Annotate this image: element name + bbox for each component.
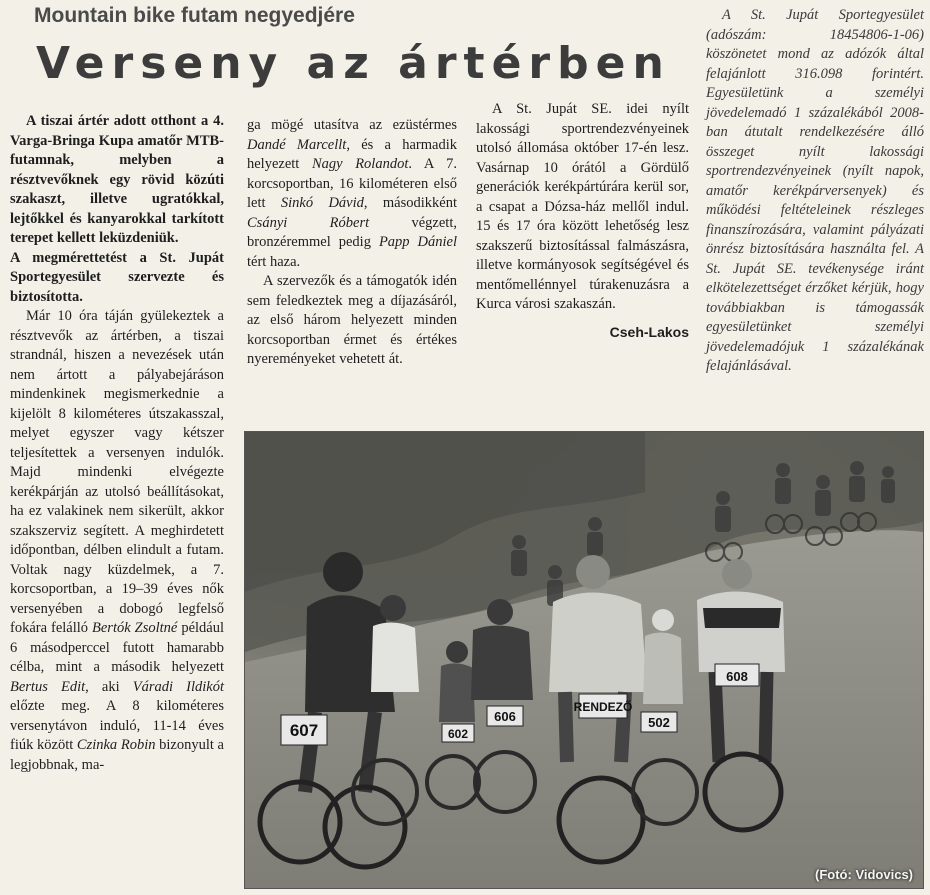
article-column-2 <box>247 116 457 370</box>
sidebar-notice <box>706 6 924 377</box>
bib-number: 602 <box>447 727 469 741</box>
person-name: Bertus Edit <box>10 678 86 695</box>
cyclists-illustration <box>245 432 923 888</box>
person-name: Nagy Rolandot <box>311 156 409 172</box>
bib-number: 606 <box>494 709 516 724</box>
bib-number: RENDEZŐ <box>573 700 633 714</box>
lead-paragraph: A tiszai ártér adott otthont a 4. Varga-Bringa Kupa amatőr MTB-futamnak, melyben a résztvevőknek egy rövid közúti szakaszt, illetve ugratókkal, lejtőkkel és kanyarokkal tarkított terepet kellett leküzdeniük. <box>10 113 224 246</box>
article-headline: Verseny az ártérben <box>36 38 671 89</box>
article-column-3 <box>476 100 689 342</box>
article-kicker: Mountain bike futam negyedjére <box>34 4 355 27</box>
author-signature: Cseh-Lakos <box>609 323 689 340</box>
photo-credit: (Fotó: Vidovics) <box>815 867 913 882</box>
article-lead <box>10 112 224 307</box>
body-paragraph: A szervezők és a támogatók idén sem feledkeztek meg a díjazásáról, az első három helyezett minden korcsoportban érmet és értékes nyereményeket vehetett át. <box>247 273 457 367</box>
person-name: Csányi Róbert <box>247 214 370 231</box>
body-paragraph: ga mögé utasítva az ezüstérmes Dandé Marcellt, és a harmadik helyezett Nagy Rolandot. A 7. korcsoportban, 16 kilométeren első lett Sinkó Dávid, másodikként Csányi Róbert végzett, bronzéremmel pedig Papp Dániel tért haza. <box>247 117 457 270</box>
body-paragraph: A St. Jupát SE. idei nyílt lakossági sportrendezvényeinek utolsó állomása október 17-én lesz. Vasárnap 10 órától a Gördülő generációk kerékpártúrára kerül sor, a csapat a Dózsa-ház mellől indul. 15 és 17 óra között lehetőség lesz szakszerű biztosítással falmászásra, illetve kormányosok segítségével és mentőmellénnyel túrakenuzásra a Kurca városi szakaszán. <box>476 101 689 312</box>
lead-paragraph-organizer: A megmérettetést a St. Jupát Sportegyesület szervezte és biztosította. <box>10 249 224 305</box>
person-name: Sinkó Dávid <box>280 195 364 211</box>
bib-number: 608 <box>726 669 748 684</box>
person-name: Czinka Robin <box>76 737 156 753</box>
bib-number: 607 <box>289 721 319 740</box>
person-name: Dandé Marcellt <box>247 136 347 153</box>
article-column-1 <box>10 112 224 775</box>
person-name: Váradi Ildikót <box>132 678 224 695</box>
body-paragraph: Már 10 óra táján gyülekeztek a résztvevők az ártérben, a tiszai strandnál, hiszen a nevezések után nem ártott a pályabejáráson mindenkinek megismerkednie a kijelölt 8 kilométeres útszakasszal, melyet egyszer vagy kétszer teljesítettek a versenyen indulók. Majd mindenki elvégezte kerékpárján az utolsó beállításokat, ha ez valakinek nem sikerült, akkor szakszerviz segített. A meghirdetett időpontban, délben elindult a futam. Voltak nagy küzdelmek, a 7. korcsoportban, a 19–39 éves nők versenyében a dobogó legfelső fokára felálló Bertók Zsoltné például 6 másodperccel futott hamarabb célba, mint a második helyezett Bertus Edit, aki Váradi Ildikót előzte meg. A 8 kilométeres versenytávon induló, 11-14 éves fiúk között Czinka Robin bizonyult a legjobbnak, ma- <box>10 308 224 773</box>
notice-paragraph: A St. Jupát Sportegyesület (adószám: 18454806-1-06) köszönetet mond az adózók által felajánlott 316.098 forintért. Egyesületünk a személyi jövedelemadó 1 százalékából 2008-ban átutalt rendelkezésére álló összeget nyílt lakossági sportrendezvényeinek (nyílt napok, amatőr kerékpárversenyek) és működési feltételeinek részleges finanszírozására, valamint pályázati önrész biztosítására használta fel. A St. Jupát SE. tevékenysége iránt elkötelezettséget érzőket kérjük, hogy továbbiakban is támogassák egyesületünket személyi jövedelemadójuk 1 százalékának felajánlásával. <box>706 7 924 374</box>
person-name: Papp Dániel <box>378 234 457 250</box>
person-name: Bertók Zsoltné <box>92 620 178 636</box>
bib-number: 502 <box>648 715 670 730</box>
race-photo <box>244 431 924 889</box>
